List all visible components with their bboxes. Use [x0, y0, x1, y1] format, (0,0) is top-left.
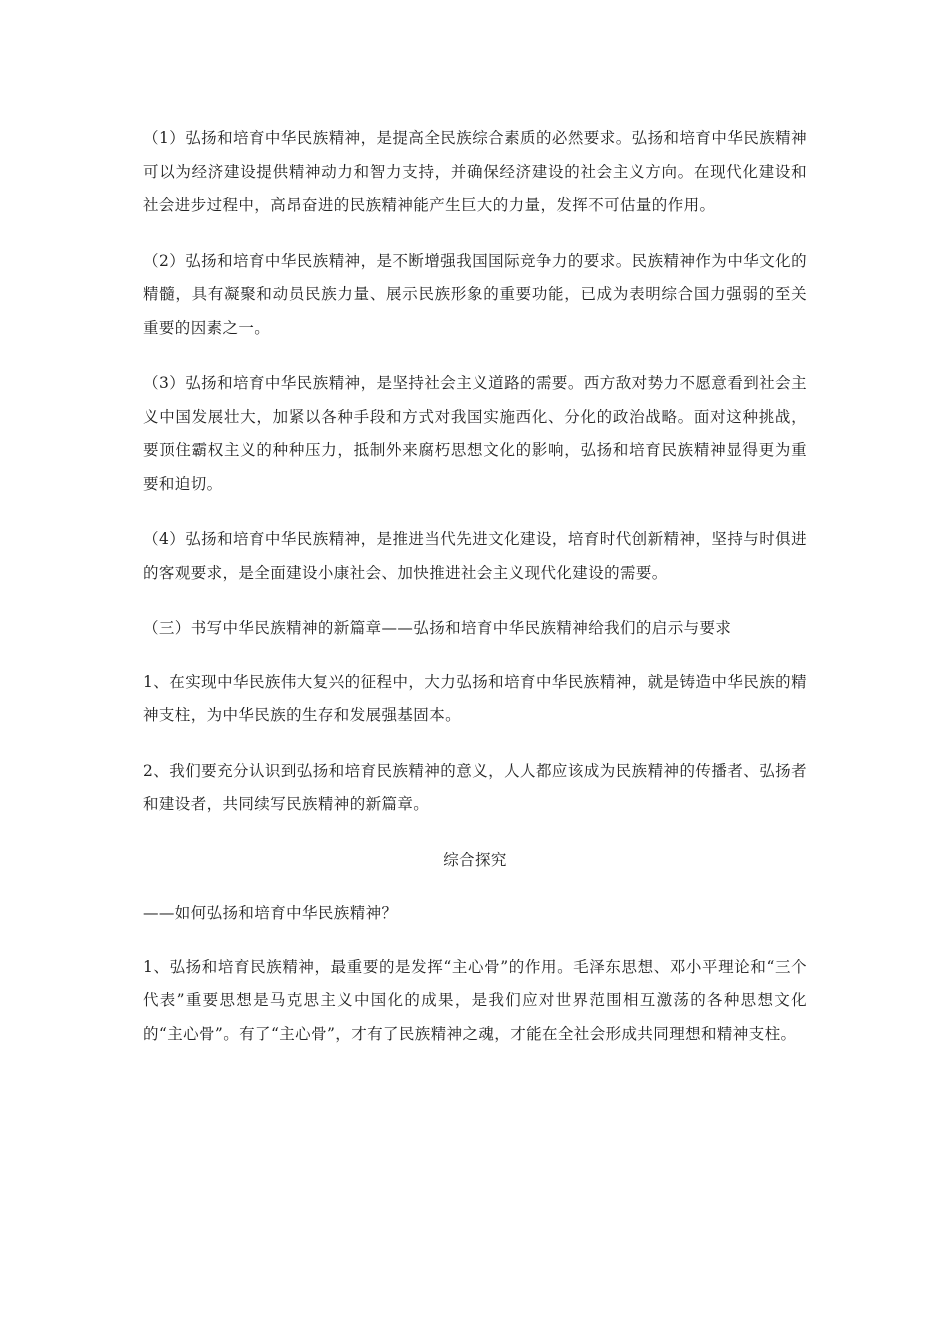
paragraph-2: （2）弘扬和培育中华民族精神，是不断增强我国国际竞争力的要求。民族精神作为中华文化的精髓，具有凝聚和动员民族力量、展示民族形象的重要功能，已成为表明综合国力强弱的至关重要的因素之一。 — [143, 251, 807, 337]
section-heading: （三）书写中华民族精神的新篇章——弘扬和培育中华民族精神给我们的启示与要求 — [143, 619, 732, 637]
paragraph-7: 1、弘扬和培育民族精神，最重要的是发挥“主心骨”的作用。毛泽东思想、邓小平理论和“三个代表”重要思想是马克思主义中国化的成果，是我们应对世界范围相互激荡的各种思想文化的“主心骨”。有了“主心骨”，才有了民族精神之魂，才能在全社会形成共同理想和精神支柱。 — [143, 957, 807, 1043]
paragraph-5: 1、在实现中华民族伟大复兴的征程中，大力弘扬和培育中华民族精神，就是铸造中华民族的精神支柱，为中华民族的生存和发展强基固本。 — [143, 672, 807, 724]
paragraph-4: （4）弘扬和培育中华民族精神，是推进当代先进文化建设，培育时代创新精神，坚持与时俱进的客观要求，是全面建设小康社会、加快推进社会主义现代化建设的需要。 — [143, 530, 807, 582]
paragraph-1: （1）弘扬和培育中华民族精神，是提高全民族综合素质的必然要求。弘扬和培育中华民族精神可以为经济建设提供精神动力和智力支持，并确保经济建设的社会主义方向。在现代化建设和社会进步过程中，高昂奋进的民族精神能产生巨大的力量，发挥不可估量的作用。 — [143, 129, 807, 214]
paragraph-3: （3）弘扬和培育中华民族精神，是坚持社会主义道路的需要。西方敌对势力不愿意看到社会主义中国发展壮大，加紧以各种手段和方式对我国实施西化、分化的政治战略。面对这种挑战，要顶住霸权主义的种种压力，抵制外来腐朽思想文化的影响，弘扬和培育民族精神显得更为重要和迫切。 — [143, 374, 807, 493]
paragraph-6: 2、我们要充分认识到弘扬和培育民族精神的意义，人人都应该成为民族精神的传播者、弘扬者和建设者，共同续写民族精神的新篇章。 — [143, 761, 807, 813]
document-body — [143, 122, 807, 1073]
section-title: 综合探究 — [443, 850, 507, 869]
subtitle: ——如何弘扬和培育中华民族精神？ — [143, 904, 398, 922]
